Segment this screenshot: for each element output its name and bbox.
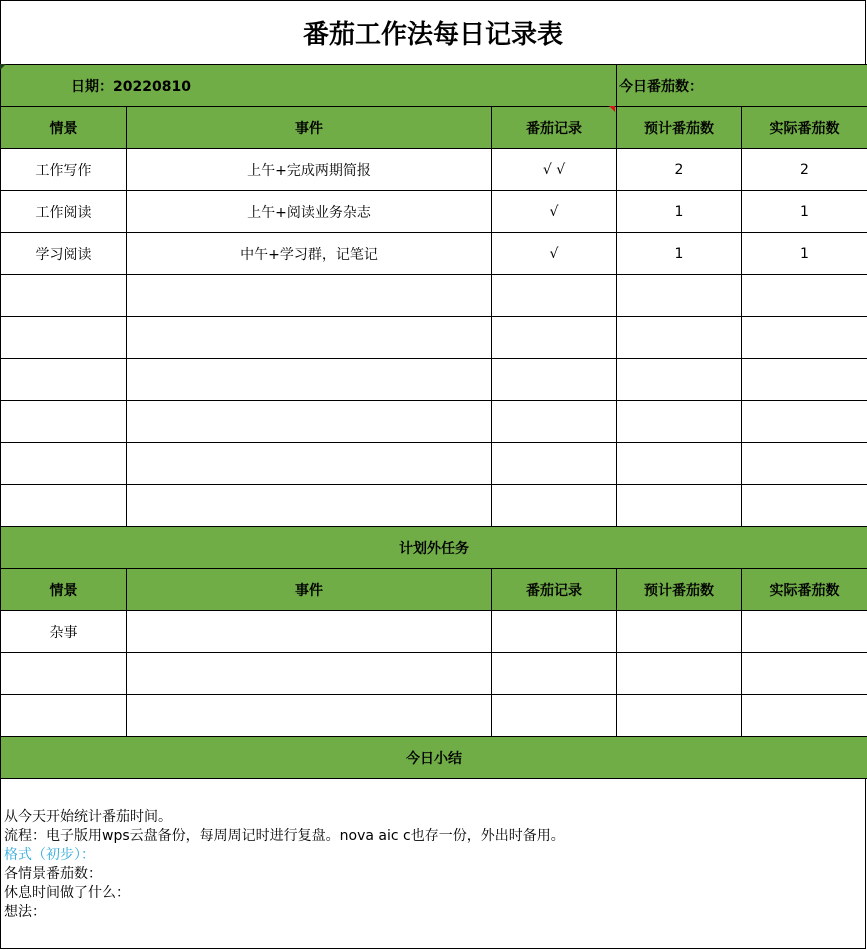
cell-planned[interactable]: 1 xyxy=(617,191,742,233)
cell-scenario[interactable] xyxy=(1,275,127,317)
header-planned: 预计番茄数 xyxy=(617,569,742,611)
header-event: 事件 xyxy=(127,107,492,149)
unplanned-row xyxy=(1,695,867,737)
cell-actual[interactable] xyxy=(742,317,867,359)
summary-section-title: 今日小结 xyxy=(1,737,867,779)
table-row xyxy=(1,275,867,317)
cell-record[interactable]: √ xyxy=(492,233,617,275)
unplanned-header-row xyxy=(1,569,867,611)
today-pomodoro-cell[interactable]: 今日番茄数： xyxy=(617,65,867,107)
header-record: 番茄记录 xyxy=(492,107,617,149)
cell-actual[interactable]: 2 xyxy=(742,149,867,191)
cell-planned[interactable] xyxy=(617,443,742,485)
summary-line: 从今天开始统计番茄时间。 xyxy=(4,809,172,825)
table-row xyxy=(1,485,867,527)
summary-line: 各情景番茄数： xyxy=(4,866,102,882)
cell-actual[interactable] xyxy=(742,359,867,401)
summary-line: 休息时间做了什么： xyxy=(4,885,130,901)
table-row xyxy=(1,233,867,275)
cell-actual[interactable] xyxy=(742,485,867,527)
table-row xyxy=(1,443,867,485)
table-row xyxy=(1,359,867,401)
cell-actual[interactable] xyxy=(742,443,867,485)
cell-scenario[interactable] xyxy=(1,401,127,443)
cell-record[interactable] xyxy=(492,485,617,527)
cell-scenario[interactable]: 工作写作 xyxy=(1,149,127,191)
header-scenario: 情景 xyxy=(1,107,127,149)
main-header-row xyxy=(1,107,867,149)
cell-event[interactable] xyxy=(127,275,492,317)
cell-event[interactable] xyxy=(127,611,492,653)
cell-event[interactable]: 中午+学习群，记笔记 xyxy=(127,233,492,275)
cell-record[interactable] xyxy=(492,359,617,401)
cell-actual[interactable] xyxy=(742,653,867,695)
header-event: 事件 xyxy=(127,569,492,611)
cell-event[interactable] xyxy=(127,695,492,737)
cell-event[interactable] xyxy=(127,359,492,401)
cell-planned[interactable] xyxy=(617,485,742,527)
unplanned-section-title: 计划外任务 xyxy=(1,527,867,569)
cell-event[interactable] xyxy=(127,401,492,443)
cell-scenario[interactable]: 杂事 xyxy=(1,611,127,653)
main-table xyxy=(0,64,867,527)
cell-record[interactable] xyxy=(492,695,617,737)
table-row xyxy=(1,401,867,443)
cell-planned[interactable] xyxy=(617,653,742,695)
cell-planned[interactable] xyxy=(617,401,742,443)
table-row xyxy=(1,317,867,359)
sheet-title: 番茄工作法每日记录表 xyxy=(0,0,866,64)
summary-text xyxy=(4,808,565,922)
cell-planned[interactable]: 2 xyxy=(617,149,742,191)
cell-scenario[interactable] xyxy=(1,485,127,527)
cell-planned[interactable]: 1 xyxy=(617,233,742,275)
header-planned: 预计番茄数 xyxy=(617,107,742,149)
cell-actual[interactable] xyxy=(742,401,867,443)
cell-record[interactable] xyxy=(492,443,617,485)
cell-scenario[interactable] xyxy=(1,317,127,359)
cell-actual[interactable]: 1 xyxy=(742,191,867,233)
summary-line: 流程：电子版用wps云盘备份，每周周记时进行复盘。nova aic c也存一份，外出时备用。 xyxy=(4,828,565,844)
cell-corner-marker xyxy=(0,64,6,70)
table-row xyxy=(1,191,867,233)
cell-planned[interactable] xyxy=(617,695,742,737)
table-row xyxy=(1,149,867,191)
cell-actual[interactable] xyxy=(742,275,867,317)
cell-actual[interactable] xyxy=(742,695,867,737)
cell-event[interactable] xyxy=(127,485,492,527)
header-record: 番茄记录 xyxy=(492,569,617,611)
cell-planned[interactable] xyxy=(617,275,742,317)
cell-event[interactable] xyxy=(127,653,492,695)
cell-scenario[interactable] xyxy=(1,443,127,485)
cell-record[interactable] xyxy=(492,611,617,653)
cell-scenario[interactable] xyxy=(1,359,127,401)
cell-record[interactable] xyxy=(492,653,617,695)
cell-actual[interactable]: 1 xyxy=(742,233,867,275)
date-cell[interactable]: 日期：20220810 xyxy=(1,65,617,107)
cell-actual[interactable] xyxy=(742,611,867,653)
comment-indicator[interactable] xyxy=(609,106,615,112)
cell-event[interactable]: 上午+完成两期简报 xyxy=(127,149,492,191)
summary-line: 格式（初步）： xyxy=(4,847,95,863)
cell-record[interactable] xyxy=(492,401,617,443)
summary-line: 想法： xyxy=(4,904,46,920)
unplanned-row xyxy=(1,653,867,695)
unplanned-table xyxy=(0,526,867,737)
unplanned-row xyxy=(1,611,867,653)
cell-scenario[interactable]: 工作阅读 xyxy=(1,191,127,233)
cell-scenario[interactable] xyxy=(1,653,127,695)
header-scenario: 情景 xyxy=(1,569,127,611)
cell-record[interactable] xyxy=(492,275,617,317)
header-actual: 实际番茄数 xyxy=(742,569,867,611)
cell-record[interactable]: √ √ xyxy=(492,149,617,191)
cell-event[interactable]: 上午+阅读业务杂志 xyxy=(127,191,492,233)
cell-planned[interactable] xyxy=(617,359,742,401)
summary-header-table xyxy=(0,736,867,779)
cell-scenario[interactable] xyxy=(1,695,127,737)
summary-cell[interactable] xyxy=(0,778,866,949)
cell-record[interactable] xyxy=(492,317,617,359)
header-actual: 实际番茄数 xyxy=(742,107,867,149)
cell-scenario[interactable]: 学习阅读 xyxy=(1,233,127,275)
cell-event[interactable] xyxy=(127,317,492,359)
cell-record[interactable]: √ xyxy=(492,191,617,233)
cell-event[interactable] xyxy=(127,443,492,485)
cell-planned[interactable] xyxy=(617,317,742,359)
cell-planned[interactable] xyxy=(617,611,742,653)
